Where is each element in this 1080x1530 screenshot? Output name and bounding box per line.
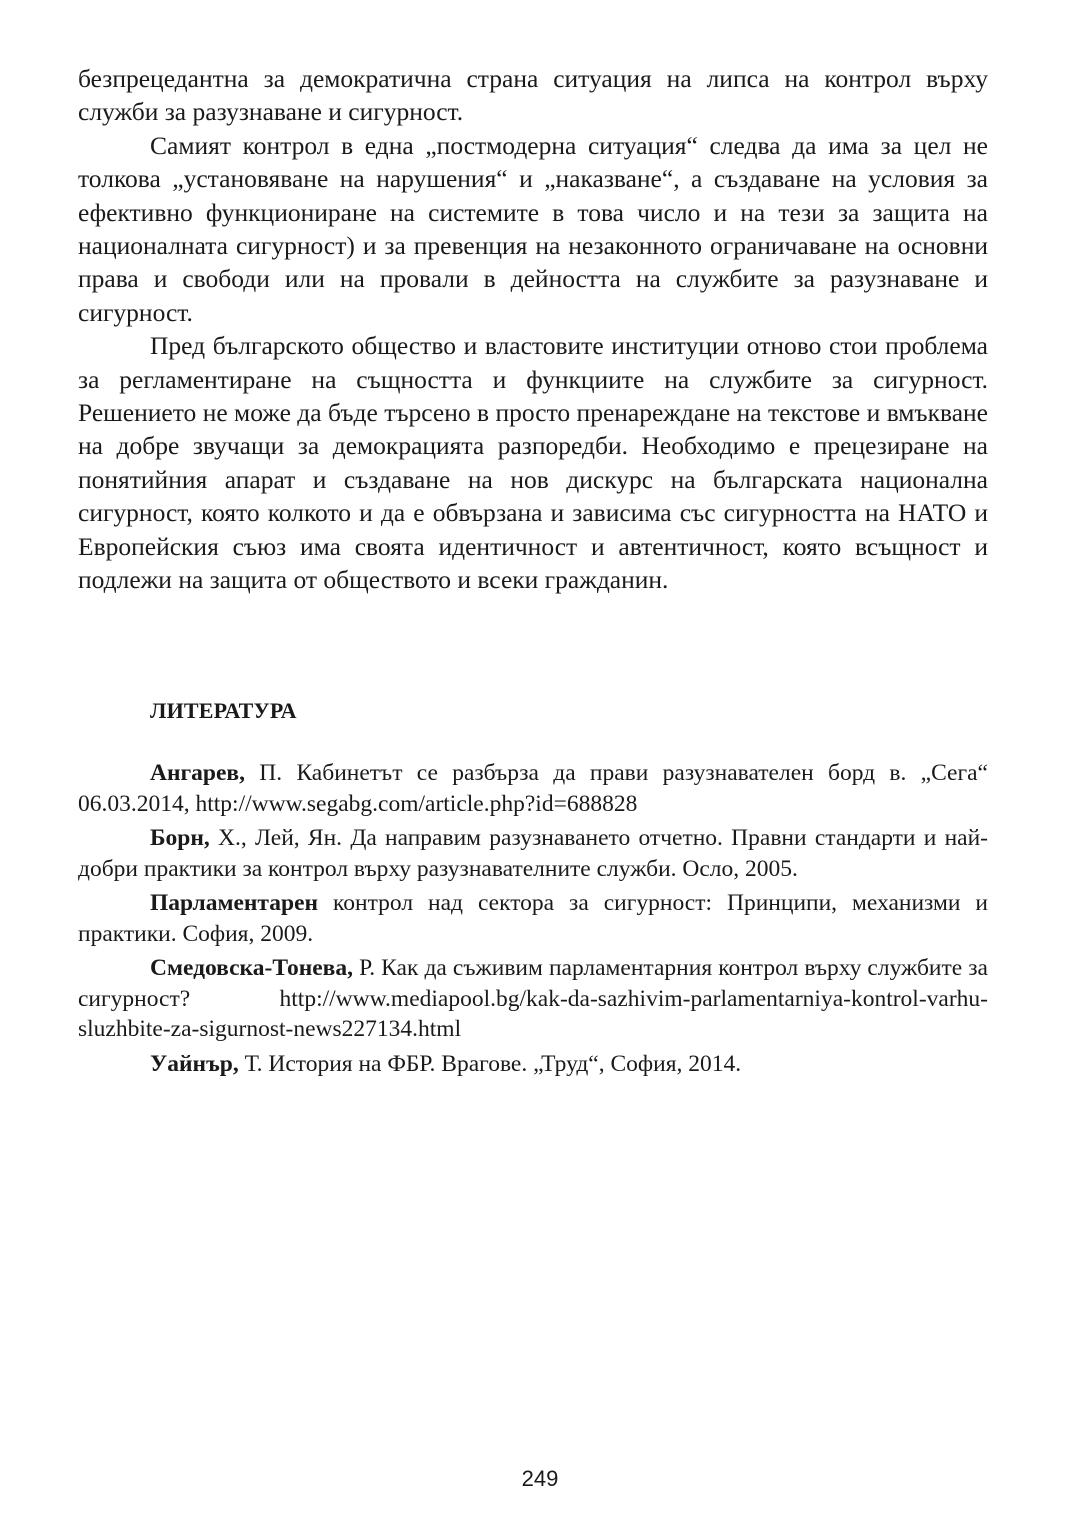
reference-author: Смедовска-Тонева,: [150, 955, 353, 981]
reference-text: Р. Как да съживим парламентарния контрол върху службите за сигурност? http://www.mediapool.bg/kak-da-sazhivim-parlamentarniya-kontrol-varhu-sluzhbite-za-sigurnost-news227134.html: [78, 955, 988, 1042]
reference-author: Парламентарен: [150, 890, 319, 916]
document-page: [78, 62, 988, 1077]
reference-item: [78, 1049, 988, 1080]
body-paragraph-1: безпрецедантна за демократична страна ситуация на липса на контрол върху служби за разузнаване и сигурност.: [78, 64, 988, 127]
reference-item: [78, 953, 988, 1045]
reference-text: Х., Лей, Ян. Да направим разузнаването отчетно. Правни стандарти и най-добри практики за контрол върху разузнавателните служби. Осло, 2005.: [78, 825, 988, 882]
reference-text: Т. История на ФБР. Врагове. „Труд“, София, 2014.: [238, 1050, 742, 1077]
references-list: [78, 758, 988, 1083]
reference-author: Ангарев,: [150, 760, 245, 786]
body-paragraph-2: Самият контрол в една „постмодерна ситуация“ следва да има за цел не толкова „установяване на нарушения“ и „наказване“, а създаване на условия за ефективно функциониране на системите в това число и на тези за защита на националната сигурност) и за превенция на незаконното ограничаване на основни права и свободи или на провали в дейността на службите за разузнаване и сигурност.: [78, 130, 988, 327]
reference-item: [78, 823, 988, 884]
reference-author: Уайнър,: [150, 1050, 239, 1077]
reference-author: Борн,: [150, 825, 210, 851]
reference-text: П. Кабинетът се разбърза да прави разузнавателен борд в. „Сега“ 06.03.2014, http://www.segabg.com/article.php?id=688828: [78, 760, 988, 817]
references-heading: ЛИТЕРАТУРА: [150, 698, 297, 723]
reference-item: [78, 758, 988, 819]
reference-item: [78, 888, 988, 949]
reference-text: контрол над сектора за сигурност: Принципи, механизми и практики. София, 2009.: [78, 890, 988, 947]
page-number: 249: [521, 1466, 559, 1491]
body-paragraph-3: Пред българското общество и властовите институции отново стои проблема за регламентиране на същността и функциите на службите за сигурност. Решението не може да бъде търсено в просто пренареждане на текстове и вмъкване на добре звучащи за демокрацията разпоредби. Необходимо е прецезиране на понятийния апарат и създаване на нов дискурс на българската национална сигурност, която колкото и да е обвързана и зависима със сигурността на НАТО и Европейския съюз има своята идентичност и автентичност, която всъщност и подлежи на защита от обществото и всеки гражданин.: [78, 331, 988, 595]
